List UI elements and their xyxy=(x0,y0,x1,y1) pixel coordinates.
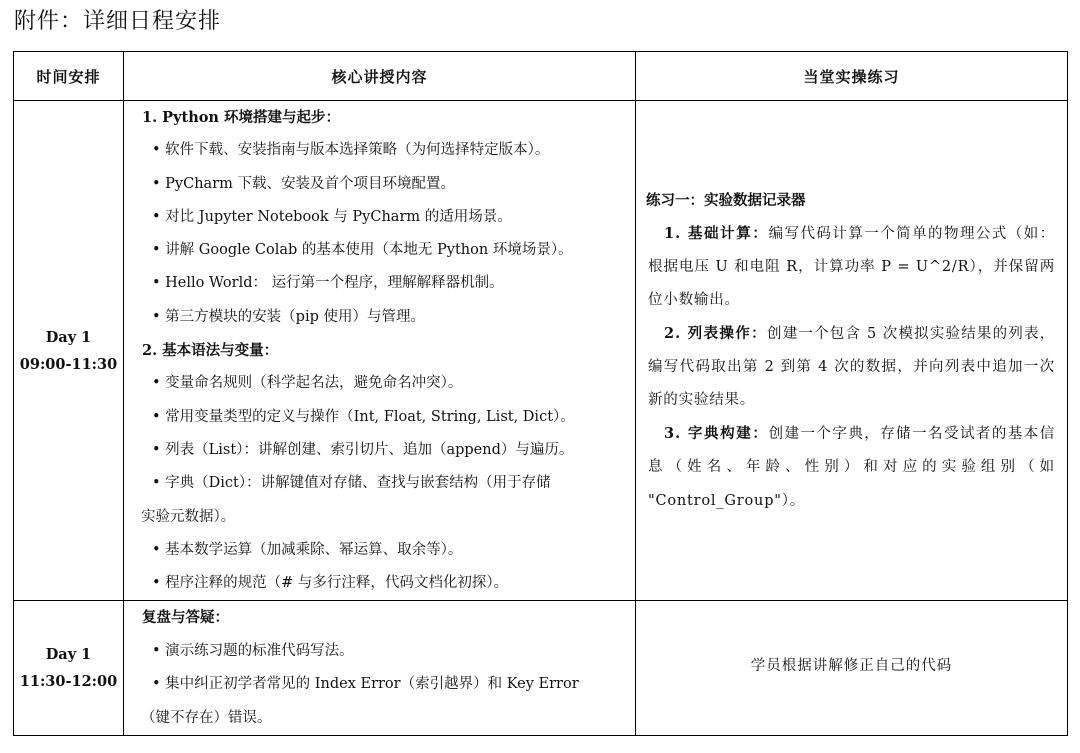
content-bullet: • 常用变量类型的定义与操作（Int, Float, String, List, Dict）。 xyxy=(152,408,575,425)
content-bullet: • 讲解 Google Colab 的基本使用（本地无 Python 环境场景）。 xyxy=(152,242,573,259)
practice-item xyxy=(648,317,1055,417)
header-practice: 当堂实操练习 xyxy=(636,52,1068,101)
schedule-table xyxy=(13,51,1068,736)
session-time-cell xyxy=(14,601,124,736)
content-bullet: • 列表（List）：讲解创建、索引切片、追加（append）与遍历。 xyxy=(152,441,574,458)
content-bullet: • 集中纠正初学者常见的 Index Error（索引越界）和 Key Error xyxy=(152,676,579,693)
practice-note: 学员根据讲解修正自己的代码 xyxy=(636,601,1068,736)
content-bullet: • 对比 Jupyter Notebook 与 PyCharm 的适用场景。 xyxy=(152,208,512,225)
table-row-session-2 xyxy=(14,601,1068,736)
lecture-lines xyxy=(132,601,627,735)
header-time: 时间安排 xyxy=(14,52,124,101)
section-heading: 复盘与答疑： xyxy=(142,609,229,627)
content-bullet: • 变量命名规则（科学起名法，避免命名冲突）。 xyxy=(152,375,463,392)
content-bullet: • PyCharm 下载、安装及首个项目环境配置。 xyxy=(152,175,455,192)
lecture-content-cell xyxy=(124,101,636,601)
content-bullet: • 第三方模块的安装（pip 使用）与管理。 xyxy=(152,308,425,325)
content-bullet: • 软件下载、安装指南与版本选择策略（为何选择特定版本）。 xyxy=(152,142,550,159)
practice-item-label: 3. 字典构建： xyxy=(664,425,769,443)
practice-cell xyxy=(636,101,1068,601)
content-bullet: • 基本数学运算（加减乘除、幂运算、取余等）。 xyxy=(152,541,463,558)
content-continuation: 实验元数据）。 xyxy=(141,508,236,525)
lecture-lines xyxy=(132,101,627,600)
session-day: Day 1 xyxy=(45,646,92,664)
practice-item-label: 2. 列表操作： xyxy=(664,325,768,343)
practice-item xyxy=(648,417,1055,517)
header-row xyxy=(14,52,1068,101)
practice-heading: 练习一：实验数据记录器 xyxy=(646,191,806,209)
section-heading: 1. Python 环境搭建与起步： xyxy=(142,109,341,126)
content-bullet: • 字典（Dict）：讲解键值对存储、查找与嵌套结构（用于存储 xyxy=(152,475,551,492)
session-time: 09:00-11:30 xyxy=(19,355,118,373)
session-time: 11:30-12:00 xyxy=(19,673,118,691)
practice-item-text: 编写代码计算一个简单的物理公式（如：根据电压 U 和电阻 R，计算功率 P = U^2/R），并保留两位小数输出。 xyxy=(648,225,1055,308)
page-title: 附件：详细日程安排 xyxy=(14,9,222,34)
table-row-session-1 xyxy=(14,101,1068,601)
practice-item-label: 1. 基础计算： xyxy=(664,224,769,242)
lecture-content-cell xyxy=(124,601,636,736)
section-heading: 2. 基本语法与变量： xyxy=(142,342,279,360)
session-day: Day 1 xyxy=(45,328,92,346)
content-bullet: • Hello World： 运行第一个程序，理解解释器机制。 xyxy=(152,275,504,292)
session-time-cell xyxy=(14,101,124,601)
content-bullet: • 程序注释的规范（# 与多行注释，代码文档化初探）。 xyxy=(152,575,509,592)
practice-item-text: 创建一个包含 5 次模拟实验结果的列表，编写代码取出第 2 到第 4 次的数据，并向列表中追加一次新的实验结果。 xyxy=(648,326,1055,409)
practice-item xyxy=(648,217,1055,317)
content-bullet: • 演示练习题的标准代码写法。 xyxy=(152,642,354,659)
content-continuation: （键不存在）错误。 xyxy=(141,709,272,726)
header-content: 核心讲授内容 xyxy=(124,52,636,101)
practice-item-text: 创建一个字典，存储一名受试者的基本信息（姓名、年龄、性别）和对应的实验组别（如 "Control_Group"）。 xyxy=(648,426,1055,509)
